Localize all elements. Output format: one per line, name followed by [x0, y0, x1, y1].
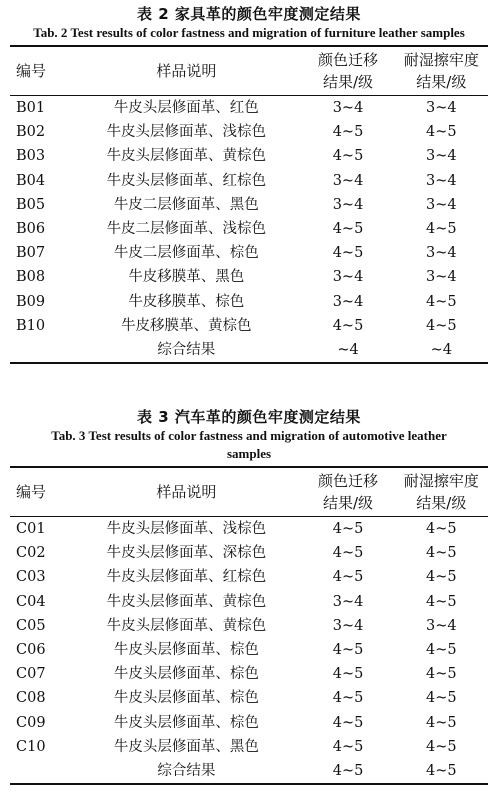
summary-migration: ~4 — [337, 342, 359, 359]
sample-id: C07 — [16, 666, 46, 683]
migration-grade: 3~4 — [332, 293, 364, 310]
table2-header-row — [10, 46, 488, 96]
table2-body — [10, 96, 488, 364]
table2-header-wet-rub — [395, 46, 488, 96]
wet-rub-grade: 3~4 — [426, 172, 457, 189]
sample-id: C06 — [16, 642, 46, 659]
sample-id: C02 — [16, 545, 46, 562]
sample-id: C08 — [16, 690, 46, 707]
migration-grade: 3~4 — [332, 617, 364, 634]
sample-description: 牛皮头层修面革、浅棕色 — [106, 124, 267, 141]
migration-grade: 4~5 — [332, 642, 364, 659]
summary-wet-rub: 4~5 — [426, 763, 457, 780]
migration-grade: 4~5 — [332, 738, 364, 755]
migration-grade: 4~5 — [332, 317, 364, 334]
wet-rub-grade: 4~5 — [426, 593, 457, 610]
table-row — [10, 590, 488, 614]
summary-label: 综合结果 — [157, 763, 216, 780]
sample-id: C05 — [16, 617, 46, 634]
migration-grade: 4~5 — [332, 666, 364, 683]
summary-row — [10, 338, 488, 363]
table3-caption-en: Tab. 3 Test results of color fastness and migration of automotive leather samples — [51, 428, 447, 461]
sample-description: 牛皮头层修面革、浅棕色 — [106, 521, 267, 537]
table-row — [10, 96, 488, 121]
table3-header-id: 编号 — [16, 482, 47, 501]
table-row — [10, 517, 488, 542]
sample-id: B09 — [16, 293, 46, 310]
table-row — [10, 686, 488, 710]
sample-id: B07 — [16, 245, 46, 262]
sample-description: 牛皮头层修面革、黄棕色 — [106, 593, 267, 610]
sample-description: 牛皮二层修面革、浅棕色 — [106, 221, 267, 238]
wet-rub-grade: 4~5 — [426, 666, 457, 683]
migration-grade: 4~5 — [332, 714, 364, 731]
wet-rub-grade: 3~4 — [426, 196, 457, 213]
sample-description: 牛皮头层修面革、黄棕色 — [106, 617, 267, 634]
sample-description: 牛皮头层修面革、深棕色 — [106, 545, 267, 562]
summary-blank — [10, 759, 71, 784]
table-row — [10, 711, 488, 735]
sample-description: 牛皮头层修面革、红棕色 — [106, 172, 267, 189]
sample-description: 牛皮头层修面革、红棕色 — [106, 569, 267, 586]
table3-header-migration-line2: 结果/级 — [322, 494, 374, 512]
table2-header-desc: 样品说明 — [156, 61, 217, 80]
table-row — [10, 638, 488, 662]
table3-header-row — [10, 467, 488, 517]
migration-grade: 3~4 — [332, 593, 364, 610]
sample-description: 牛皮二层修面革、黑色 — [113, 196, 259, 213]
migration-grade: 4~5 — [332, 569, 364, 586]
sample-description: 牛皮头层修面革、棕色 — [113, 690, 259, 707]
wet-rub-grade: 4~5 — [426, 221, 457, 238]
table3-header-desc: 样品说明 — [156, 482, 217, 501]
migration-grade: 3~4 — [332, 196, 364, 213]
sample-description: 牛皮头层修面革、红色 — [113, 100, 259, 116]
table3-header-wet-rub — [395, 467, 488, 517]
migration-grade: 3~4 — [332, 269, 364, 286]
sample-id: B10 — [16, 317, 46, 334]
sample-description: 牛皮头层修面革、黄棕色 — [106, 148, 267, 165]
summary-label: 综合结果 — [157, 342, 216, 359]
wet-rub-grade: 4~5 — [426, 293, 457, 310]
table-row — [10, 169, 488, 193]
wet-rub-grade: 4~5 — [426, 738, 457, 755]
table2-block — [10, 4, 488, 364]
migration-grade: 4~5 — [332, 690, 364, 707]
table3-caption-zh: 表 3 汽车革的颜色牢度测定结果 — [137, 408, 361, 426]
table-row — [10, 662, 488, 686]
sample-id: B06 — [16, 221, 46, 238]
sample-description: 牛皮二层修面革、棕色 — [113, 245, 259, 262]
table2-header-migration-line2: 结果/级 — [322, 73, 374, 91]
sample-id: C01 — [16, 521, 46, 537]
sample-description: 牛皮移膜革、棕色 — [128, 293, 245, 310]
migration-grade: 4~5 — [332, 148, 364, 165]
migration-grade: 4~5 — [332, 245, 364, 262]
wet-rub-grade: 4~5 — [426, 317, 457, 334]
sample-id: C10 — [16, 738, 46, 755]
sample-description: 牛皮头层修面革、棕色 — [113, 666, 259, 683]
table2-header-migration — [301, 46, 394, 96]
table2 — [10, 45, 488, 364]
wet-rub-grade: 4~5 — [426, 569, 457, 586]
migration-grade: 4~5 — [332, 545, 364, 562]
sample-description: 牛皮头层修面革、棕色 — [113, 642, 259, 659]
migration-grade: 4~5 — [332, 124, 364, 141]
wet-rub-grade: 3~4 — [426, 100, 457, 116]
migration-grade: 3~4 — [332, 100, 364, 116]
sample-id: B04 — [16, 172, 46, 189]
summary-row — [10, 759, 488, 784]
summary-blank — [10, 338, 71, 363]
sample-id: B05 — [16, 196, 46, 213]
table-row — [10, 265, 488, 289]
sample-description: 牛皮移膜革、黄棕色 — [121, 317, 252, 334]
wet-rub-grade: 4~5 — [426, 124, 457, 141]
table2-header-migration-line1: 颜色迁移 — [318, 51, 379, 69]
sample-id: B03 — [16, 148, 46, 165]
table-row — [10, 290, 488, 314]
summary-migration: 4~5 — [332, 763, 364, 780]
migration-grade: 3~4 — [332, 172, 364, 189]
table-row — [10, 144, 488, 168]
sample-id: B01 — [16, 100, 46, 116]
table3-header-wet-rub-line2: 结果/级 — [416, 494, 467, 512]
table3-block — [10, 407, 488, 785]
table-row — [10, 565, 488, 589]
table2-header-wet-rub-line2: 结果/级 — [416, 73, 467, 91]
table-row — [10, 217, 488, 241]
table3 — [10, 466, 488, 785]
wet-rub-grade: 4~5 — [426, 714, 457, 731]
table3-header-migration — [301, 467, 394, 517]
table3-header-wet-rub-line1: 耐湿擦牢度 — [403, 472, 479, 490]
sample-id: C03 — [16, 569, 46, 586]
table-row — [10, 193, 488, 217]
table2-header-wet-rub-line1: 耐湿擦牢度 — [403, 51, 479, 69]
table-row — [10, 735, 488, 759]
summary-wet-rub: ~4 — [430, 342, 453, 359]
wet-rub-grade: 3~4 — [426, 148, 457, 165]
wet-rub-grade: 3~4 — [426, 269, 457, 286]
wet-rub-grade: 4~5 — [426, 521, 457, 537]
sample-id: C09 — [16, 714, 46, 731]
table2-caption-en: Tab. 2 Test results of color fastness and migration of furniture leather samples — [33, 25, 465, 40]
wet-rub-grade: 3~4 — [426, 617, 457, 634]
migration-grade: 4~5 — [332, 221, 364, 238]
wet-rub-grade: 4~5 — [426, 545, 457, 562]
table3-header-migration-line1: 颜色迁移 — [318, 472, 379, 490]
sample-description: 牛皮移膜革、黑色 — [128, 269, 245, 286]
table-row — [10, 541, 488, 565]
wet-rub-grade: 4~5 — [426, 690, 457, 707]
table2-caption-zh: 表 2 家具革的颜色牢度测定结果 — [137, 5, 361, 23]
wet-rub-grade: 4~5 — [426, 642, 457, 659]
table-row — [10, 241, 488, 265]
table3-body — [10, 517, 488, 785]
migration-grade: 4~5 — [332, 521, 364, 537]
wet-rub-grade: 3~4 — [426, 245, 457, 262]
table-row — [10, 120, 488, 144]
sample-id: B08 — [16, 269, 46, 286]
table-row — [10, 314, 488, 338]
table2-header-id: 编号 — [16, 61, 47, 80]
sample-description: 牛皮头层修面革、黑色 — [113, 738, 259, 755]
sample-id: B02 — [16, 124, 46, 141]
table-row — [10, 614, 488, 638]
sample-id: C04 — [16, 593, 46, 610]
sample-description: 牛皮头层修面革、棕色 — [113, 714, 259, 731]
